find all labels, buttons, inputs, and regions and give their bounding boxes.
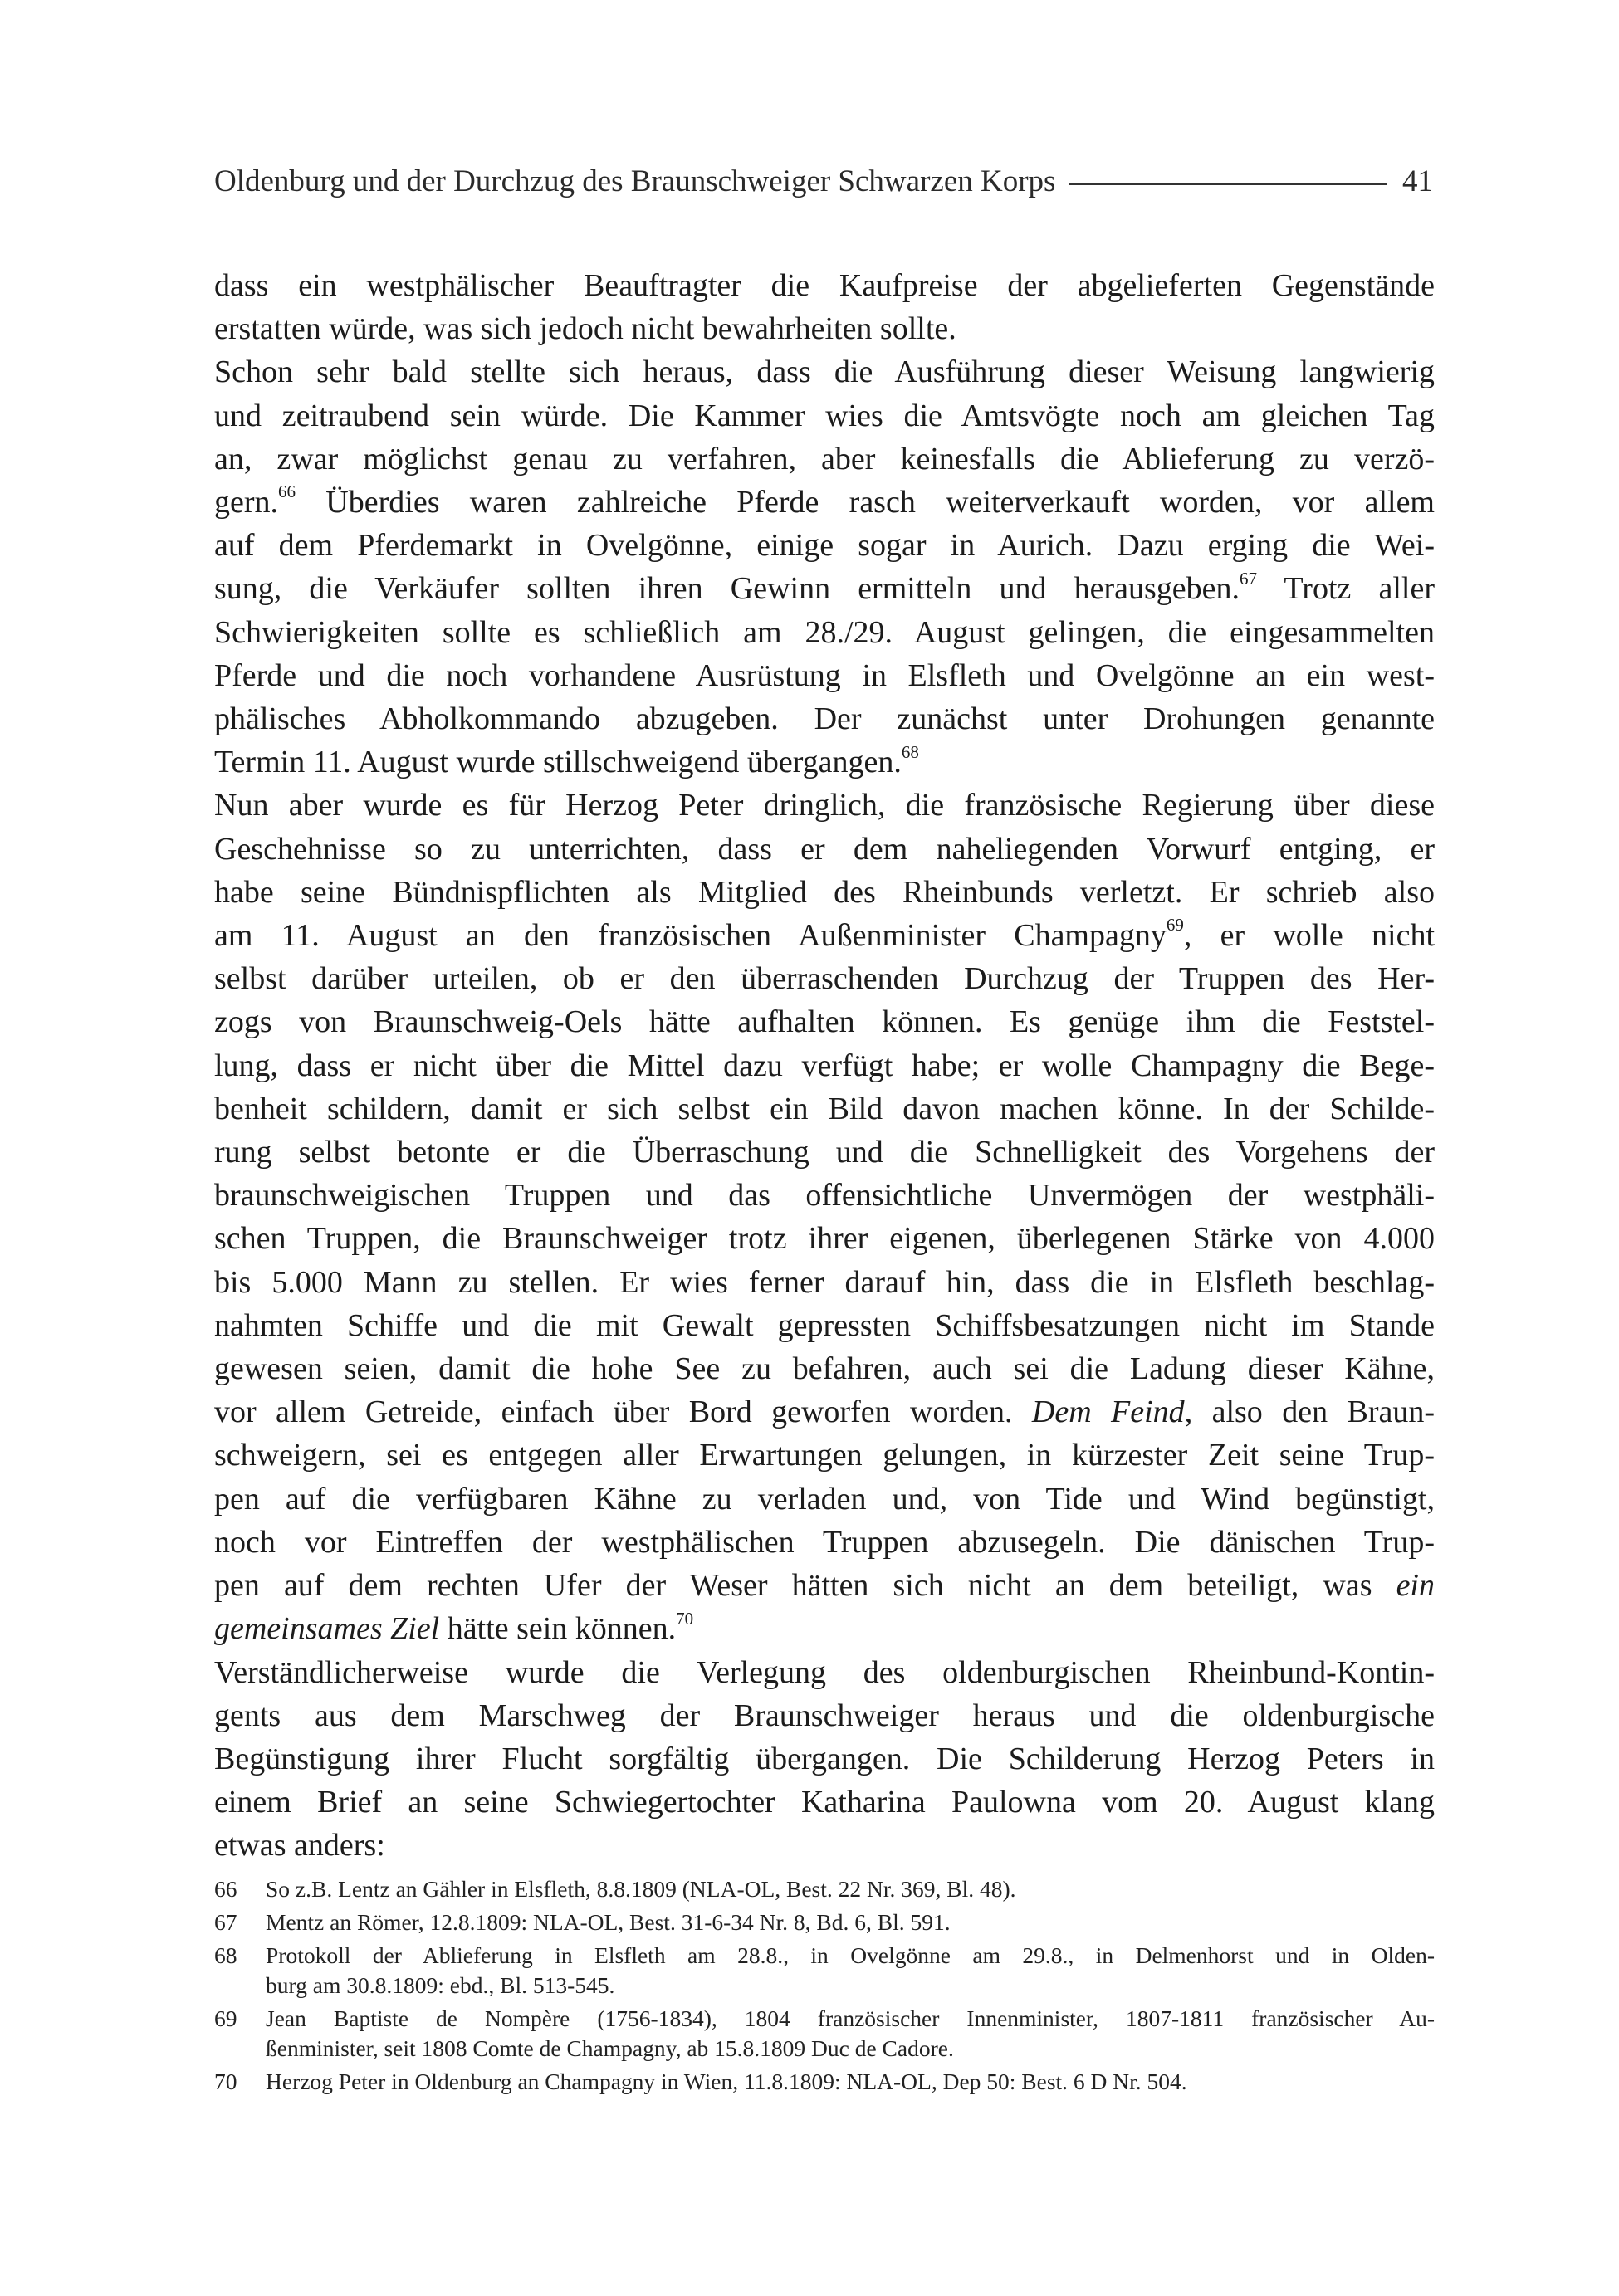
footnote-text (266, 1874, 1435, 1904)
running-header (214, 156, 1433, 206)
text-line: lung, dass er nicht über die Mittel dazu verfügt habe; er wolle Champagny die Bege- (214, 1048, 1435, 1083)
text-line: Verständlicherweise wurde die Verlegung des oldenburgischen Rheinbund-Kontin- (214, 1654, 1435, 1690)
emphasis: Dem Feind (1031, 1395, 1185, 1430)
text-run: pen auf dem rechten Ufer der Weser hätten sich nicht an dem beteiligt, was (214, 1568, 1396, 1604)
text-line: Pferde und die noch vorhandene Ausrüstung in Elsfleth und Ovelgönne an ein west- (214, 657, 1435, 693)
text-line: Schwierigkeiten sollte es schließlich am 28./29. August gelingen, die eingesammelten (214, 614, 1435, 650)
footnote-ref[interactable]: 68 (901, 741, 919, 762)
footnote-text (266, 2004, 1435, 2064)
text-run: Termin 11. August wurde stillschweigend übergangen. (214, 745, 902, 780)
text-line: gents aus dem Marschweg der Braunschweiger heraus und die oldenburgische (214, 1698, 1435, 1733)
paragraph (214, 264, 1435, 350)
text-line: Geschehnisse so zu unterrichten, dass er dem naheliegenden Vorwurf entging, er (214, 831, 1435, 867)
footnote-line: Herzog Peter in Oldenburg an Champagny in Wien, 11.8.1809: NLA-OL, Dep 50: Best. 6 D Nr. 504. (266, 2069, 1187, 2094)
text-run: sung, die Verkäufer sollten ihren Gewinn ermitteln und herausgeben. (214, 571, 1240, 607)
footnote-number: 70 (214, 2069, 237, 2094)
text-line (214, 567, 1435, 610)
text-line: nahmten Schiffe und die mit Gewalt gepressten Schiffsbesatzungen nicht im Stande (214, 1307, 1435, 1343)
footnote-ref[interactable]: 66 (278, 481, 296, 502)
text-line (214, 740, 1435, 784)
text-run: , er wolle nicht (1183, 918, 1435, 954)
text-line (214, 1390, 1435, 1434)
paragraph (214, 1651, 1435, 1868)
text-line (214, 914, 1435, 957)
paragraph (214, 784, 1435, 1650)
text-line: Schon sehr bald stellte sich heraus, dass die Ausführung dieser Weisung langwierig (214, 354, 1435, 390)
footnote-line: ßenminister, seit 1808 Comte de Champagny, ab 15.8.1809 Duc de Cadore. (266, 2035, 954, 2061)
text-run: am 11. August an den französischen Außenminister Champagny (214, 918, 1167, 954)
text-line: Nun aber wurde es für Herzog Peter dringlich, die französische Regierung über diese (214, 788, 1435, 823)
text-line: bis 5.000 Mann zu stellen. Er wies ferner darauf hin, dass die in Elsfleth beschlag- (214, 1264, 1435, 1300)
footnotes (214, 1874, 1435, 2100)
text-line: schen Truppen, die Braunschweiger trotz ihrer eigenen, überlegenen Stärke von 4.000 (214, 1221, 1435, 1257)
footnote-text (266, 1941, 1435, 2000)
footnote-line: Jean Baptiste de Nompère (1756-1834), 1804 französischer Innenminister, 1807-1811 französischer Au- (266, 2005, 1435, 2031)
text-line: rung selbst betonte er die Überraschung und die Schnelligkeit des Vorgehens der (214, 1135, 1435, 1170)
text-line: benheit schildern, damit er sich selbst ein Bild davon machen könne. In der Schilde- (214, 1091, 1435, 1126)
footnote (214, 2004, 1435, 2064)
text-run: vor allem Getreide, einfach über Bord geworfen worden. (214, 1395, 1032, 1430)
footnote-ref[interactable]: 67 (1240, 568, 1257, 589)
emphasis: gemeinsames Ziel (214, 1611, 440, 1647)
text-line (214, 481, 1435, 524)
text-run: , also den Braun- (1184, 1395, 1435, 1430)
footnote-line: Protokoll der Ablieferung in Elsfleth am 28.8., in Ovelgönne am 29.8., in Delmenhorst und in Olden- (266, 1942, 1435, 1968)
text-line: dass ein westphälischer Beauftragter die Kaufpreise der abgelieferten Gegenstände (214, 268, 1435, 303)
text-line: noch vor Eintreffen der westphälischen Truppen abzusegeln. Die dänischen Trup- (214, 1524, 1435, 1560)
footnote-line: burg am 30.8.1809: ebd., Bl. 513-545. (266, 1972, 615, 1998)
text-line: Begünstigung ihrer Flucht sorgfältig übergangen. Die Schilderung Herzog Peters in (214, 1741, 1435, 1776)
text-line: etwas anders: (214, 1828, 385, 1864)
text-line: einem Brief an seine Schwiegertochter Katharina Paulowna vom 20. August klang (214, 1785, 1435, 1820)
text-run: Trotz aller (1257, 571, 1435, 607)
text-line: auf dem Pferdemarkt in Ovelgönne, einige sogar in Aurich. Dazu erging die Wei- (214, 528, 1435, 564)
footnote-number: 69 (214, 2005, 237, 2031)
text-line: an, zwar möglichst genau zu verfahren, aber keinesfalls die Ablieferung zu verzö- (214, 441, 1435, 476)
footnote-ref[interactable]: 70 (676, 1608, 694, 1629)
footnote-ref[interactable]: 69 (1166, 915, 1184, 935)
text-line: braunschweigischen Truppen und das offensichtliche Unvermögen der westphäli- (214, 1178, 1435, 1214)
text-line: zogs von Braunschweig-Oels hätte aufhalten können. Es genüge ihm die Feststel- (214, 1004, 1435, 1040)
text-line (214, 1607, 1435, 1650)
text-line (214, 1564, 1435, 1607)
footnote-number: 67 (214, 1909, 237, 1935)
text-line: pen auf die verfügbaren Kähne zu verladen und, von Tide und Wind begünstigt, (214, 1481, 1435, 1517)
footnote-line: So z.B. Lentz an Gähler in Elsfleth, 8.8.1809 (NLA-OL, Best. 22 Nr. 369, Bl. 48). (266, 1876, 1016, 1902)
text-run: hätte sein können. (439, 1611, 677, 1647)
text-line: erstatten würde, was sich jedoch nicht bewahrheiten sollte. (214, 311, 956, 347)
body-text (214, 264, 1435, 1868)
text-line: habe seine Bündnispflichten als Mitglied des Rheinbunds verletzt. Er schrieb also (214, 874, 1435, 910)
footnote-text (266, 2067, 1435, 2097)
text-line: gewesen seien, damit die hohe See zu befahren, auch sei die Ladung dieser Kähne, (214, 1351, 1435, 1387)
page-number: 41 (1402, 164, 1433, 198)
text-line: schweigern, sei es entgegen aller Erwartungen gelungen, in kürzester Zeit seine Trup- (214, 1438, 1435, 1473)
paragraph (214, 350, 1435, 784)
text-line: phälisches Abholkommando abzugeben. Der zunächst unter Drohungen genannte (214, 701, 1435, 737)
text-run: gern. (214, 485, 279, 520)
text-line: und zeitraubend sein würde. Die Kammer wies die Amtsvögte noch am gleichen Tag (214, 398, 1435, 433)
header-rule (1069, 183, 1387, 185)
emphasis: ein (1396, 1568, 1435, 1604)
footnote (214, 2067, 1435, 2097)
footnote (214, 1874, 1435, 1904)
running-title: Oldenburg und der Durchzug des Braunschweiger Schwarzen Korps (214, 164, 1056, 198)
footnote (214, 1908, 1435, 1937)
text-line: selbst darüber urteilen, ob er den überraschenden Durchzug der Truppen des Her- (214, 961, 1435, 997)
footnote-text (266, 1908, 1435, 1937)
footnote (214, 1941, 1435, 2000)
footnote-line: Mentz an Römer, 12.8.1809: NLA-OL, Best. 31-6-34 Nr. 8, Bd. 6, Bl. 591. (266, 1909, 951, 1935)
footnote-number: 66 (214, 1876, 237, 1902)
text-run: Überdies waren zahlreiche Pferde rasch weiterverkauft worden, vor allem (296, 485, 1435, 520)
footnote-number: 68 (214, 1942, 237, 1968)
